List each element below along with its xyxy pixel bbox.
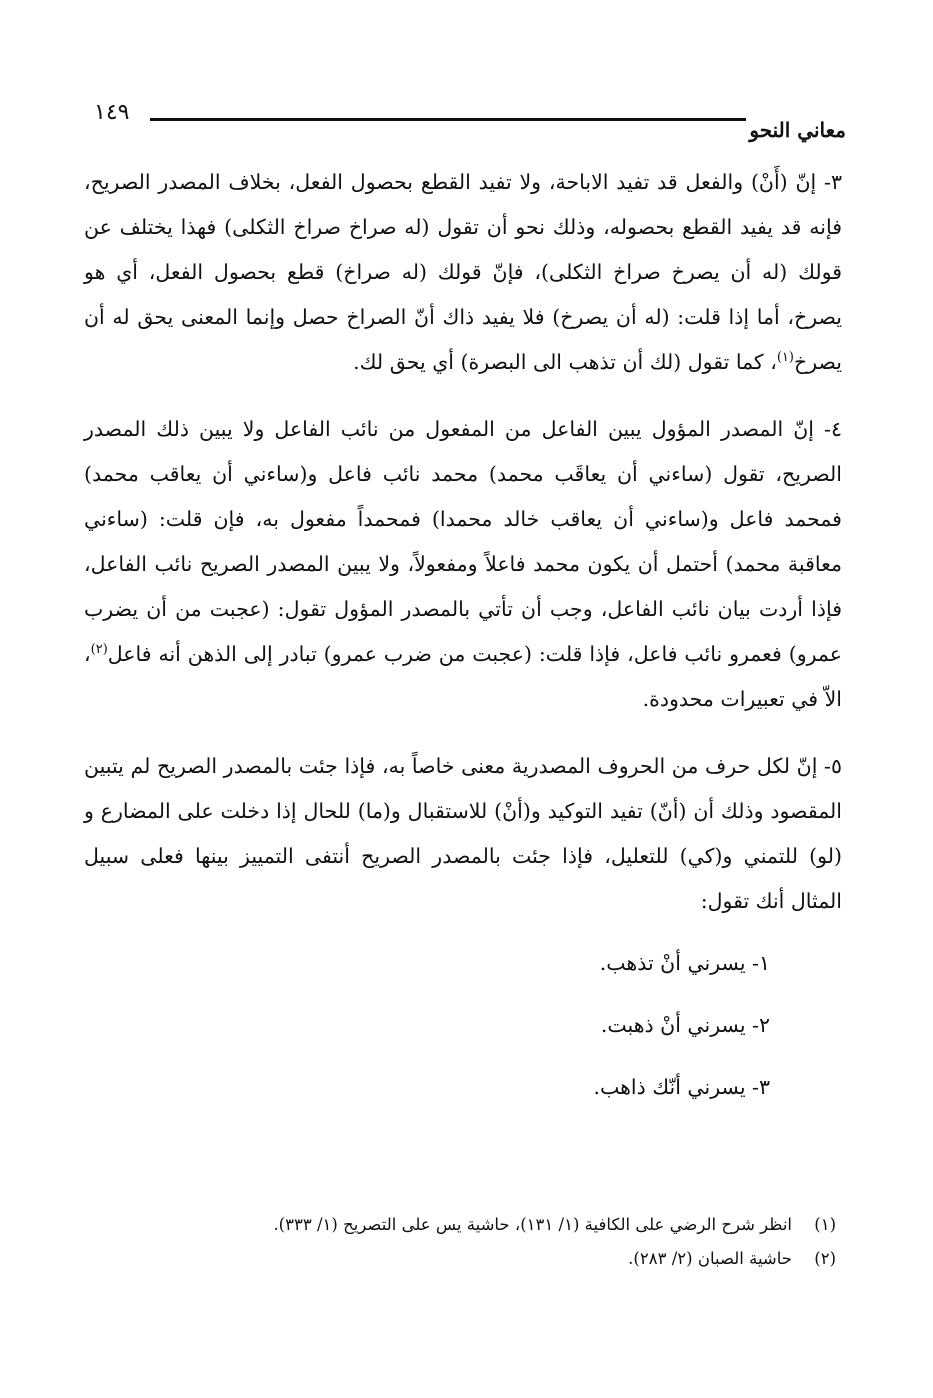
paragraph-gap xyxy=(84,385,842,407)
paragraph-text: ٤- إنّ المصدر المؤول يبين الفاعل من المفعول من نائب الفاعل ولا يبين ذلك المصدر الصريح، تقول (ساءني أن يعاقَب محمد) محمد نائب فاعل و(ساءني أن يعاقب محمد) فمحمد فاعل و(ساءني أن يعاقب خالد محمدا) فمحمداً مفعول به، فإن قلت: (ساءني معاقبة محمد) أحتمل أن يكون محمد فاعلاً ومفعولاً، ولا يبين المصدر الصريح نائب الفاعل، فإذا أردت بيان نائب الفاعل، وجب أن تأتي بالمصدر المؤول تقول: (عجبت من أن يضرب عمرو) فعمرو نائب فاعل، فإذا قلت: (عجبت من ضرب عمرو) تبادر إلى الذهن أنه فاعل xyxy=(84,417,842,666)
example-item: ٢- يسرني أنْ ذهبت. xyxy=(600,1013,770,1037)
footnote-ref-1: (١) xyxy=(776,350,794,366)
paragraph-3 xyxy=(84,160,842,385)
paragraph-text-end: ، الاّ في تعبيرات محدودة. xyxy=(84,642,842,711)
paragraph-gap xyxy=(84,722,842,744)
example-item: ١- يسرني أنْ تذهب. xyxy=(599,951,770,975)
footnote-1 xyxy=(84,1208,842,1242)
main-text xyxy=(84,160,842,1118)
footnotes xyxy=(84,1208,842,1276)
header-rule xyxy=(150,118,746,121)
paragraph-text-end: ، كما تقول (لك أن تذهب الى البصرة) أي يحق لك. xyxy=(353,350,777,374)
paragraph-4 xyxy=(84,407,842,722)
footnote-number: (٢) xyxy=(814,1249,836,1268)
footnote-2 xyxy=(84,1242,842,1276)
example-list xyxy=(84,932,842,1118)
example-item: ٣- يسرني أنّك ذاهب. xyxy=(593,1075,770,1099)
page-number: ١٤٩ xyxy=(94,100,130,125)
paragraph-5 xyxy=(84,744,842,924)
footnote-ref-2: (٢) xyxy=(90,642,108,658)
paragraph-text: ٥- إنّ لكل حرف من الحروف المصدرية معنى خاصاً به، فإذا جئت بالمصدر الصريح لم يتبين المقصود وذلك أن (أنّ) تفيد التوكيد و(أنْ) للاستقبال و(ما) للحال إذا دخلت على المضارع و (لو) للتمني و(كي) للتعليل، فإذا جئت بالمصدر الصريح أنتفى التمييز بينها فعلى سبيل المثال أنك تقول: xyxy=(84,754,842,913)
paragraph-text: ٣- إنّ (أَنْ) والفعل قد تفيد الاباحة، ولا تفيد القطع بحصول الفعل، بخلاف المصدر الصريح، فإنه قد يفيد القطع بحصوله، وذلك نحو أن تقول (له صراخ صراخ الثكلى) فهذا يختلف عن قولك (له أن يصرخ صراخ الثكلى)، فإنّ قولك (له صراخ) قطع بحصول الفعل، أي هو يصرخ، أما إذا قلت: (له أن يصرخ) فلا يفيد ذاك أنّ الصراخ حصل وإنما المعنى يحق له أن يصرخ xyxy=(84,170,842,374)
footnote-text: حاشية الصبان (٢/ ٢٨٣). xyxy=(628,1249,792,1268)
footnote-number: (١) xyxy=(814,1215,836,1234)
book-title: معاني النحو xyxy=(749,118,846,142)
footnote-text: انظر شرح الرضي على الكافية (١/ ١٣١)، حاشية يس على التصريح (١/ ٣٣٣). xyxy=(273,1215,792,1234)
page-header xyxy=(84,98,846,148)
